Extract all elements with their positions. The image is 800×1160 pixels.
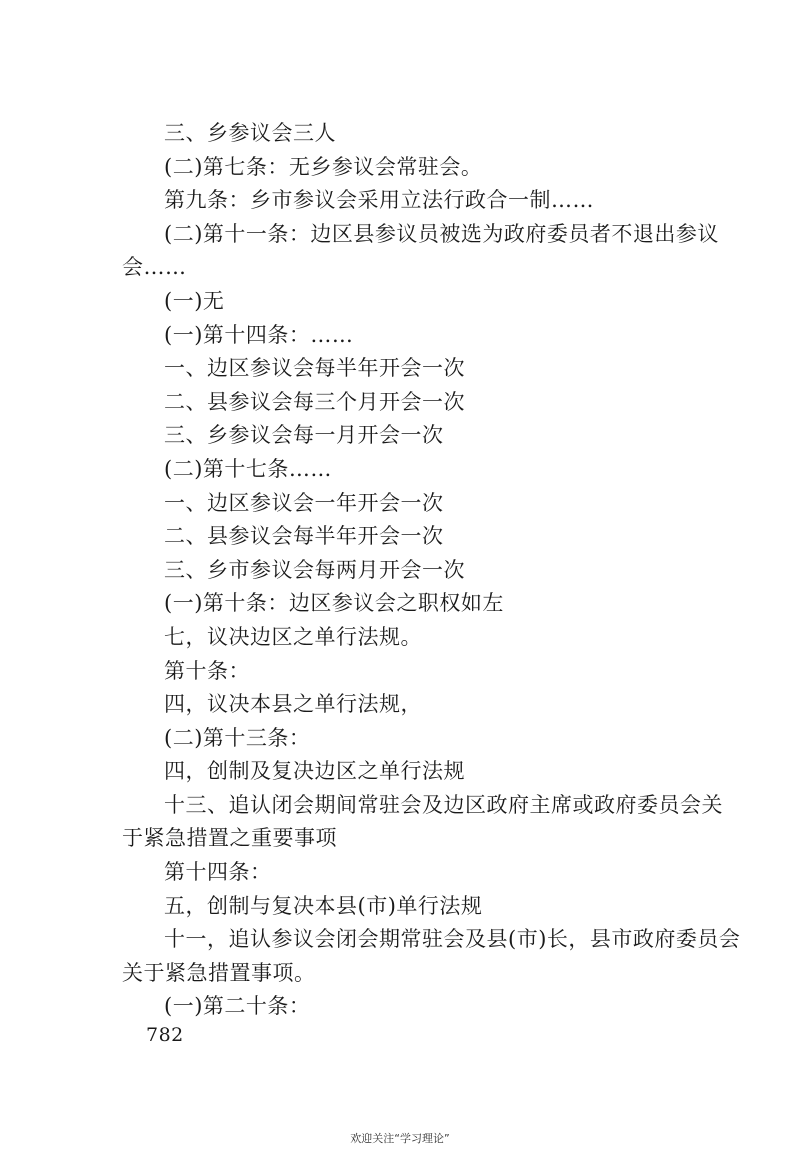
text-line: (一)第二十条： — [164, 994, 311, 1019]
text-line: (一)第十条：边区参议会之职权如左 — [164, 591, 504, 616]
text-line: 十三、追认闭会期间常驻会及边区政府主席或政府委员会关 — [164, 792, 723, 817]
text-line: (二)第十七条…… — [164, 456, 332, 481]
text-line: 于紧急措置之重要事项 — [122, 826, 337, 851]
body-text — [122, 117, 741, 1024]
text-line: 第十条： — [164, 658, 250, 683]
text-line: 五，创制与复决本县(市)单行法规 — [164, 893, 483, 918]
text-line: 第十四条： — [164, 860, 272, 885]
text-line: 三、乡市参议会每两月开会一次 — [164, 557, 465, 582]
text-line: 二、县参议会每三个月开会一次 — [164, 389, 465, 414]
text-line: (二)第十三条： — [164, 725, 311, 750]
text-line: 十一，追认参议会闭会期常驻会及县(市)长，县市政府委员会 — [164, 927, 741, 952]
text-line: 关于紧急措置事项。 — [122, 960, 316, 985]
text-line: 会…… — [122, 255, 187, 280]
text-line: (一)第十四条：…… — [164, 322, 354, 347]
text-line: 一、边区参议会每半年开会一次 — [164, 356, 465, 381]
text-line: 四，议决本县之单行法规， — [164, 692, 422, 717]
page-number: 782 — [146, 1024, 184, 1046]
text-line: 三、乡参议会每一月开会一次 — [164, 423, 444, 448]
text-line: 第九条：乡市参议会采用立法行政合一制…… — [164, 188, 594, 213]
text-line: 二、县参议会每半年开会一次 — [164, 524, 444, 549]
footer-note: 欢迎关注“学习理论” — [350, 1132, 450, 1145]
text-line: (二)第七条：无乡参议会常驻会。 — [164, 154, 483, 179]
text-line: 七，议决边区之单行法规。 — [164, 624, 422, 649]
text-line: (一)无 — [164, 288, 225, 313]
text-line: 一、边区参议会一年开会一次 — [164, 490, 444, 515]
text-line: (二)第十一条：边区县参议员被选为政府委员者不退出参议 — [164, 221, 719, 246]
text-line: 三、乡参议会三人 — [164, 121, 336, 145]
text-line: 四，创制及复决边区之单行法规 — [164, 759, 465, 784]
